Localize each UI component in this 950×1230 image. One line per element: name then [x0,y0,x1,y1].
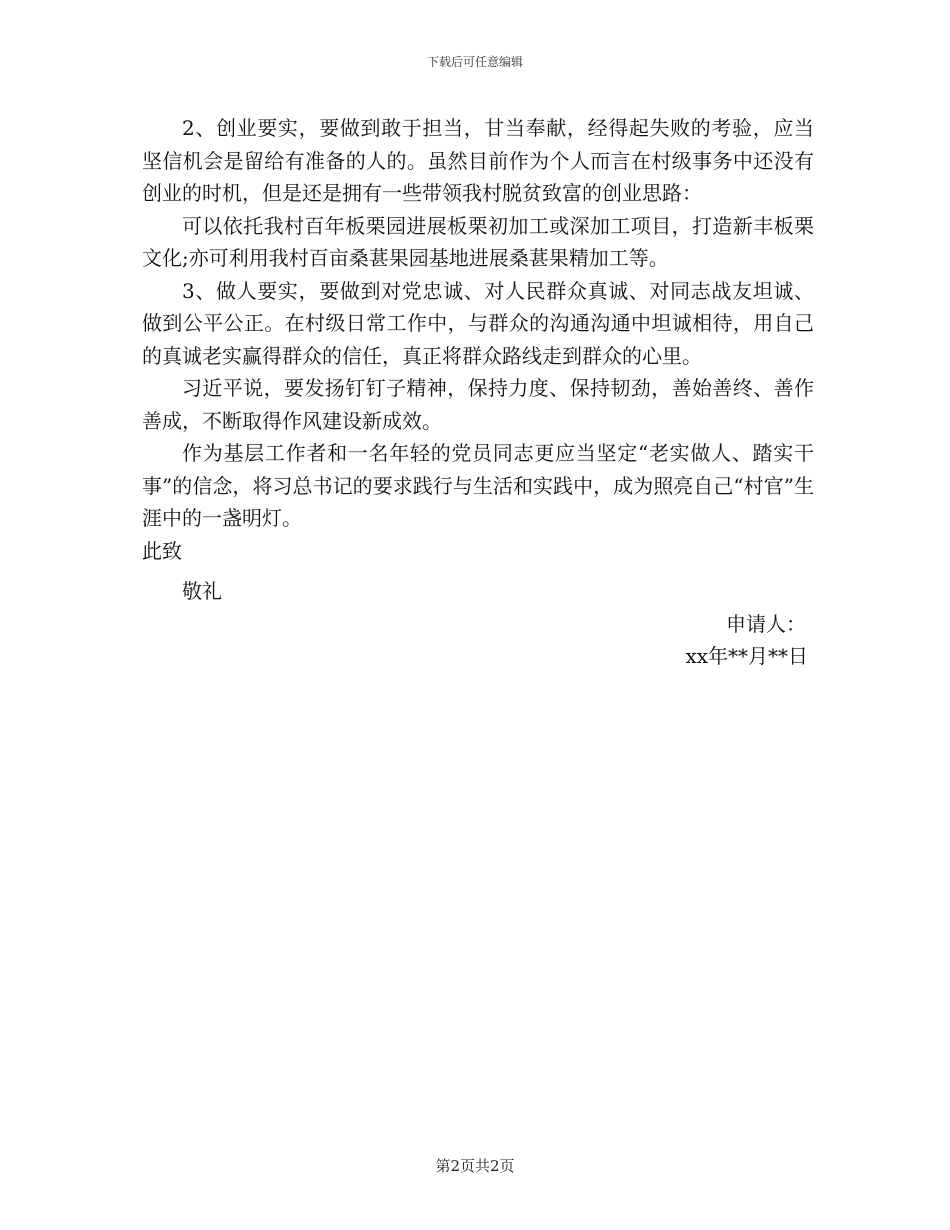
paragraph-5: 作为基层工作者和一名年轻的党员同志更应当坚定“老实做人、踏实干事”的信念，将习总书记的要求践行与生活和实践中，成为照亮自己“村官”生涯中的一盏明灯。 [142,441,814,530]
paragraph-1: 2、创业要实，要做到敢于担当，甘当奉献，经得起失败的考验，应当坚信机会是留给有准备的人的。虽然目前作为个人而言在村级事务中还没有创业的时机，但是还是拥有一些带领我村脱贫致富的创业思路： [142,116,814,205]
paragraph-2: 可以依托我村百年板栗园进展板栗初加工或深加工项目，打造新丰板栗文化;亦可利用我村百亩桑葚果园基地进展桑葚果精加工等。 [142,213,814,270]
applicant-label: 申请人： [726,611,806,636]
page-number: 第2页共2页 [435,1157,515,1175]
closing-phrase: 此致 [142,538,182,563]
date-line: xx年**月**日 [685,644,808,668]
salutation: 敬礼 [182,579,222,603]
document-body [142,112,814,673]
paragraph-3: 3、做人要实，要做到对党忠诚、对人民群众真诚、对同志战友坦诚、做到公平公正。在村级日常工作中，与群众的沟通沟通中坦诚相待，用自己的真诚老实赢得群众的信任，真正将群众路线走到群众的心里。 [142,278,814,368]
paragraph-4: 习近平说，要发扬钉钉子精神，保持力度、保持韧劲，善始善终、善作善成，不断取得作风建设新成效。 [142,376,814,433]
page-header-note: 下载后可任意编辑 [426,55,523,69]
